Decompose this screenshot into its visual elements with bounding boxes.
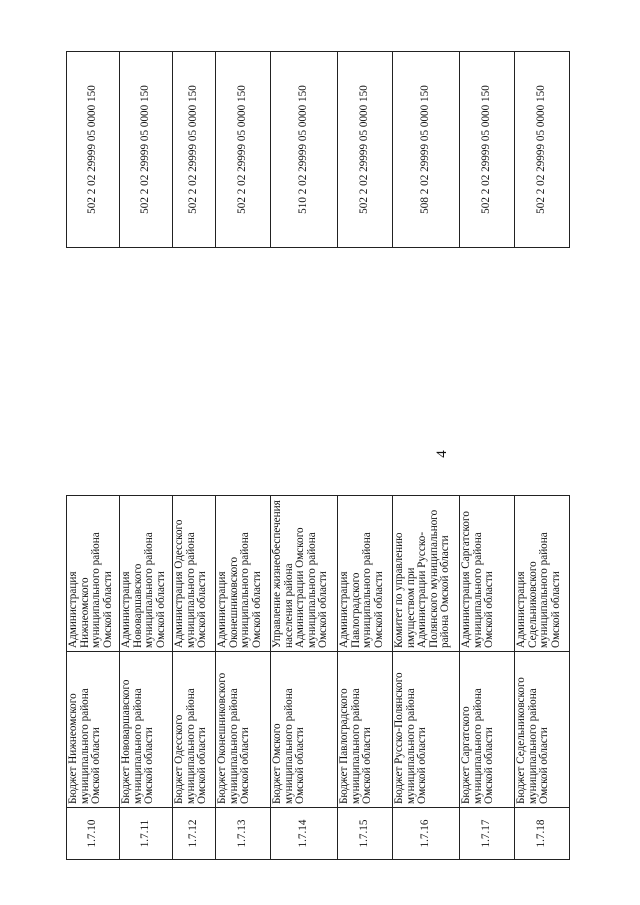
administrator-cell: Администрация Нижнеомского муниципального района Омской области <box>67 496 120 652</box>
administrator-cell: Управление жизнеобеспечения населения района Администрации Омского муниципального района Омской области <box>271 496 338 652</box>
code-cell: 508 2 02 29999 05 0000 150 <box>393 52 460 248</box>
table-row <box>271 52 338 860</box>
administrator-cell: Администрация Нововаршавского муниципального района Омской области <box>120 496 173 652</box>
row-number-cell: 1.7.12 <box>173 808 216 860</box>
table-gap <box>67 248 120 496</box>
table-row <box>338 52 393 860</box>
code-cell: 502 2 02 29999 05 0000 150 <box>515 52 570 248</box>
budget-cell: Бюджет Русско-Полянского муниципального района Омской области <box>393 652 460 808</box>
table-gap <box>338 248 393 496</box>
code-cell: 502 2 02 29999 05 0000 150 <box>338 52 393 248</box>
row-number-cell: 1.7.16 <box>393 808 460 860</box>
code-cell: 502 2 02 29999 05 0000 150 <box>120 52 173 248</box>
table-gap <box>120 248 173 496</box>
administrator-cell: Администрация Седельниковского муниципального района Омской области <box>515 496 570 652</box>
code-cell: 510 2 02 29999 05 0000 150 <box>271 52 338 248</box>
budget-cell: Бюджет Нововаршавского муниципального района Омской области <box>120 652 173 808</box>
code-cell: 502 2 02 29999 05 0000 150 <box>216 52 271 248</box>
budget-cell: Бюджет Саргатского муниципального района Омской области <box>460 652 515 808</box>
table-row <box>515 52 570 860</box>
code-cell: 502 2 02 29999 05 0000 150 <box>67 52 120 248</box>
table-gap <box>271 248 338 496</box>
budget-cell: Бюджет Одесского муниципального района Омской области <box>173 652 216 808</box>
row-number-cell: 1.7.14 <box>271 808 338 860</box>
table-row <box>173 52 216 860</box>
page-number: 4 <box>434 450 450 458</box>
table-gap <box>173 248 216 496</box>
administrator-cell: Администрация Одесского муниципального района Омской области <box>173 496 216 652</box>
table-row <box>216 52 271 860</box>
row-number-cell: 1.7.17 <box>460 808 515 860</box>
budget-table <box>66 51 570 860</box>
row-number-cell: 1.7.11 <box>120 808 173 860</box>
table-row <box>67 52 120 860</box>
row-number-cell: 1.7.10 <box>67 808 120 860</box>
administrator-cell: Администрация Оконешниковского муниципального района Омской области <box>216 496 271 652</box>
table-row <box>460 52 515 860</box>
row-number-cell: 1.7.18 <box>515 808 570 860</box>
table-gap <box>460 248 515 496</box>
table-gap <box>515 248 570 496</box>
budget-cell: Бюджет Нижнеомского муниципального района Омской области <box>67 652 120 808</box>
table-gap <box>216 248 271 496</box>
rotated-table-wrapper <box>66 52 570 860</box>
table-row <box>393 52 460 860</box>
code-cell: 502 2 02 29999 05 0000 150 <box>173 52 216 248</box>
table-gap <box>393 248 460 496</box>
table-row <box>120 52 173 860</box>
administrator-cell: Комитет по управлению имуществом при Администрации Русско-Полянского муниципального района Омской области <box>393 496 460 652</box>
administrator-cell: Администрация Павлоградского муниципального района Омской области <box>338 496 393 652</box>
budget-cell: Бюджет Омского муниципального района Омской области <box>271 652 338 808</box>
budget-cell: Бюджет Павлоградского муниципального района Омской области <box>338 652 393 808</box>
row-number-cell: 1.7.13 <box>216 808 271 860</box>
code-cell: 502 2 02 29999 05 0000 150 <box>460 52 515 248</box>
budget-cell: Бюджет Седельниковского муниципального района Омской области <box>515 652 570 808</box>
administrator-cell: Администрация Саргатского муниципального района Омской области <box>460 496 515 652</box>
row-number-cell: 1.7.15 <box>338 808 393 860</box>
budget-cell: Бюджет Оконешниковского муниципального района Омской области <box>216 652 271 808</box>
